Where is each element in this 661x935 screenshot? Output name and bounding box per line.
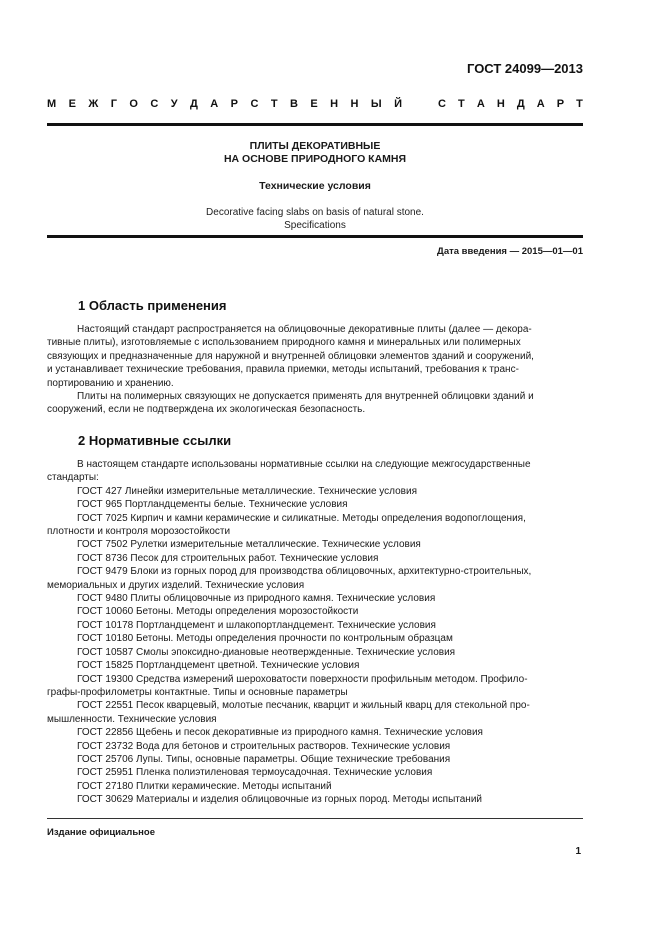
official-edition-note: Издание официальное <box>47 827 155 838</box>
banner-word-interstate: М Е Ж Г О С У Д А Р С Т В Е Н Н Ы Й <box>47 98 402 110</box>
reference-line: ГОСТ 427 Линейки измерительные металлические. Технические условия <box>77 485 417 497</box>
reference-line: ГОСТ 25706 Лупы. Типы, основные параметры. Общие технические требования <box>77 753 451 765</box>
reference-line: ГОСТ 27180 Плитки керамические. Методы испытаний <box>77 780 332 792</box>
standard-banner <box>47 98 583 110</box>
title-line-2: НА ОСНОВЕ ПРИРОДНОГО КАМНЯ <box>223 153 407 165</box>
reference-line: мемориальных и других изделий. Технические условия <box>47 579 305 591</box>
reference-line: ГОСТ 30629 Материалы и изделия облицовочные из горных пород. Методы испытаний <box>77 794 483 806</box>
english-title-line-2: Specifications <box>284 220 346 231</box>
reference-line: ГОСТ 10178 Портландцемент и шлакопортландцемент. Технические условия <box>77 619 436 631</box>
title-rule <box>47 235 583 238</box>
reference-line: ГОСТ 23732 Вода для бетонов и строительных растворов. Технические условия <box>77 740 451 752</box>
section-2-heading: 2 Нормативные ссылки <box>78 433 232 448</box>
reference-line: ГОСТ 9480 Плиты облицовочные из природного камня. Технические условия <box>77 593 436 605</box>
footer-rule <box>47 818 583 819</box>
document-title <box>47 140 583 166</box>
banner-word-standard: С Т А Н Д А Р Т <box>438 98 583 110</box>
reference-line: ГОСТ 7502 Рулетки измерительные металлические. Технические условия <box>77 539 421 551</box>
english-title <box>47 206 583 232</box>
document-subtitle: Технические условия <box>259 180 371 192</box>
reference-line: ГОСТ 15825 Портландцемент цветной. Технические условия <box>77 660 360 672</box>
reference-line: ГОСТ 22856 Щебень и песок декоративные из природного камня. Технические условия <box>77 727 483 739</box>
section-1-text <box>47 323 583 417</box>
reference-line: мышленности. Технические условия <box>47 713 217 725</box>
reference-line: ГОСТ 965 Портландцементы белые. Технические условия <box>77 499 348 511</box>
reference-line: графы-профилометры контактные. Типы и основные параметры <box>47 686 348 698</box>
reference-line: ГОСТ 10587 Смолы эпоксидно-диановые неотвержденные. Технические условия <box>77 646 456 658</box>
header-rule <box>47 123 583 126</box>
section-1-heading: 1 Область применения <box>78 298 227 313</box>
reference-line: ГОСТ 8736 Песок для строительных работ. Технические условия <box>77 552 379 564</box>
reference-line: стандарты: <box>47 472 99 484</box>
reference-line: ГОСТ 10060 Бетоны. Методы определения морозостойкости <box>77 606 359 618</box>
english-title-line-1: Decorative facing slabs on basis of natural stone. <box>206 207 424 218</box>
reference-line: ГОСТ 25951 Пленка полиэтиленовая термоусадочная. Технические условия <box>77 767 433 779</box>
reference-line: ГОСТ 7025 Кирпич и камни керамические и силикатные. Методы определения водопоглощения, <box>77 512 526 524</box>
introduction-date: Дата введения — 2015—01—01 <box>437 246 583 257</box>
reference-line: ГОСТ 22551 Песок кварцевый, молотые песчаник, кварцит и жильный кварц для стекольной про- <box>77 700 530 712</box>
standard-code: ГОСТ 24099—2013 <box>467 61 583 76</box>
normative-references-list <box>47 458 583 807</box>
title-line-1: ПЛИТЫ ДЕКОРАТИВНЫЕ <box>249 140 381 152</box>
reference-line: ГОСТ 9479 Блоки из горных пород для производства облицовочных, архитектурно-строительных, <box>77 566 532 578</box>
page-number: 1 <box>575 846 581 857</box>
section-1-paragraph-1: Настоящий стандарт распространяется на облицовочные декоративные плиты (далее — декора- тивные плиты), изготовляемые с использованием природного камня и минеральных или полимерных связующих и предназначенные для наружной и внутренней облицовки элементов зданий и сооружений, и устанавливает технические требования, правила приемки, методы испытаний, требования к транс- портированию и хранению. <box>47 324 534 389</box>
reference-line: ГОСТ 10180 Бетоны. Методы определения прочности по контрольным образцам <box>77 633 453 645</box>
reference-line: ГОСТ 19300 Средства измерений шероховатости поверхности профильным методом. Профило- <box>77 673 528 685</box>
reference-line: В настоящем стандарте использованы нормативные ссылки на следующие межгосударственные <box>77 459 531 470</box>
reference-line: плотности и контроля морозостойкости <box>47 526 231 538</box>
section-1-paragraph-2: Плиты на полимерных связующих не допускается применять для внутренней облицовки зданий и сооружений, если не подтверждена их экологическая безопасность. <box>47 391 534 416</box>
